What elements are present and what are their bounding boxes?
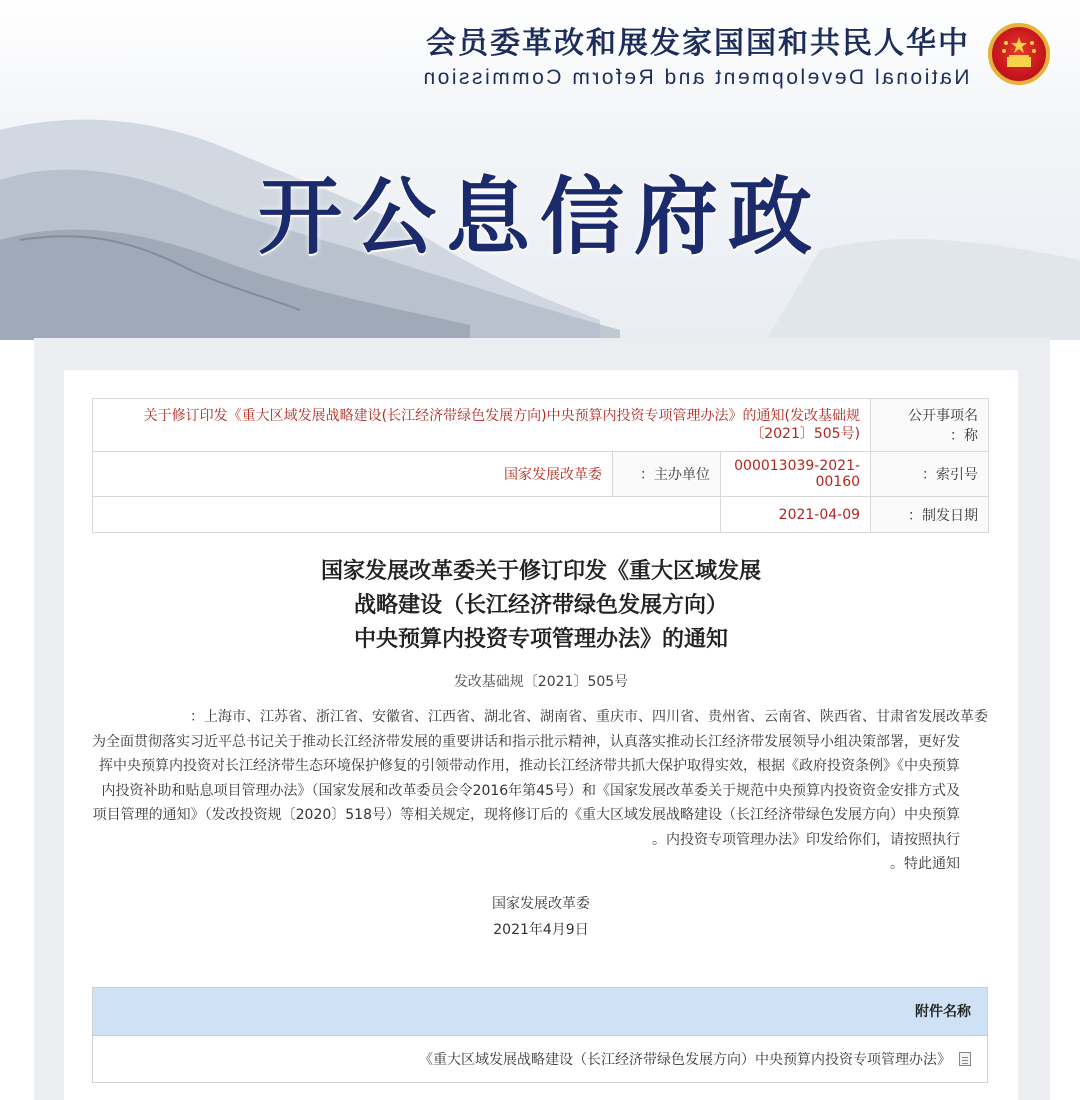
date-label: 制发日期：	[871, 497, 989, 533]
org-name-cn: 中华人民共和国国家发展和改革委员会	[426, 26, 970, 61]
attachment-item[interactable]	[93, 1036, 987, 1082]
document-title	[92, 555, 990, 657]
recipients-line: 上海市、江苏省、浙江省、安徽省、江西省、湖北省、湖南省、重庆市、四川省、贵州省、云南省、陕西省、甘肃省发展改革委：	[190, 709, 988, 725]
document-icon	[959, 1052, 971, 1066]
header-banner	[0, 0, 1080, 340]
sign-date: 2021年4月9日	[493, 921, 589, 938]
item-name-value: 关于修订印发《重大区域发展战略建设(长江经济带绿色发展方向)中央预算内投资专项管理办法》的通知(发改基础规〔2021〕505号)	[93, 399, 871, 452]
national-emblem-icon	[988, 23, 1050, 85]
document-title-line: 国家发展改革委关于修订印发《重大区域发展	[320, 559, 761, 584]
info-row-item-name	[93, 399, 989, 452]
info-table	[92, 398, 989, 533]
info-row-index	[93, 452, 989, 497]
info-row-date	[93, 497, 989, 533]
attachment-link[interactable]: 《重大区域发展战略建设（长江经济带绿色发展方向）中央预算内投资专项管理办法》	[419, 1051, 951, 1068]
host-value: 国家发展改革委	[93, 452, 613, 497]
closing-line: 特此通知。	[890, 856, 960, 872]
attachments-header: 附件名称	[93, 988, 987, 1036]
attachments-table	[92, 987, 988, 1083]
document-body	[92, 705, 988, 877]
content-panel	[64, 370, 1018, 1100]
body-paragraph: 为全面贯彻落实习近平总书记关于推动长江经济带发展的重要讲话和指示批示精神，认真落实推动长江经济带发展领导小组决策部署，更好发挥中央预算内投资对长江经济带生态环境保护修复的引领带动作用，推动长江经济带共抓大保护取得实效，根据《政府投资条例》《中央预算内投资补助和贴息项目管理办法》（国家发展和改革委员会令2016年第45号）和《国家发展改革委关于规范中央预算内投资资金安排方式及项目管理的通知》（发改投资规〔2020〕518号）等相关规定，现将修订后的《重大区域发展战略建设（长江经济带绿色发展方向）中央预算内投资专项管理办法》印发给你们，请按照执行。	[92, 733, 960, 848]
empty-cell	[93, 497, 721, 533]
item-name-label: 公开事项名称：	[871, 399, 989, 452]
date-value: 2021-04-09	[721, 497, 871, 533]
host-label: 主办单位：	[613, 452, 721, 497]
index-value: 000013039-2021-00160	[721, 452, 871, 497]
signature-block	[92, 891, 990, 943]
document-number: 发改基础规〔2021〕505号	[453, 674, 629, 690]
org-name-en: National Development and Reform Commission	[421, 66, 970, 89]
signer: 国家发展改革委	[492, 895, 590, 912]
masthead[interactable]	[421, 14, 1050, 94]
document-title-line: 中央预算内投资专项管理办法》的通知	[353, 627, 728, 652]
banner-title: 政府信息公开	[257, 168, 822, 266]
document-title-line: 战略建设（长江经济带绿色发展方向）	[353, 593, 728, 618]
index-label: 索引号：	[871, 452, 989, 497]
